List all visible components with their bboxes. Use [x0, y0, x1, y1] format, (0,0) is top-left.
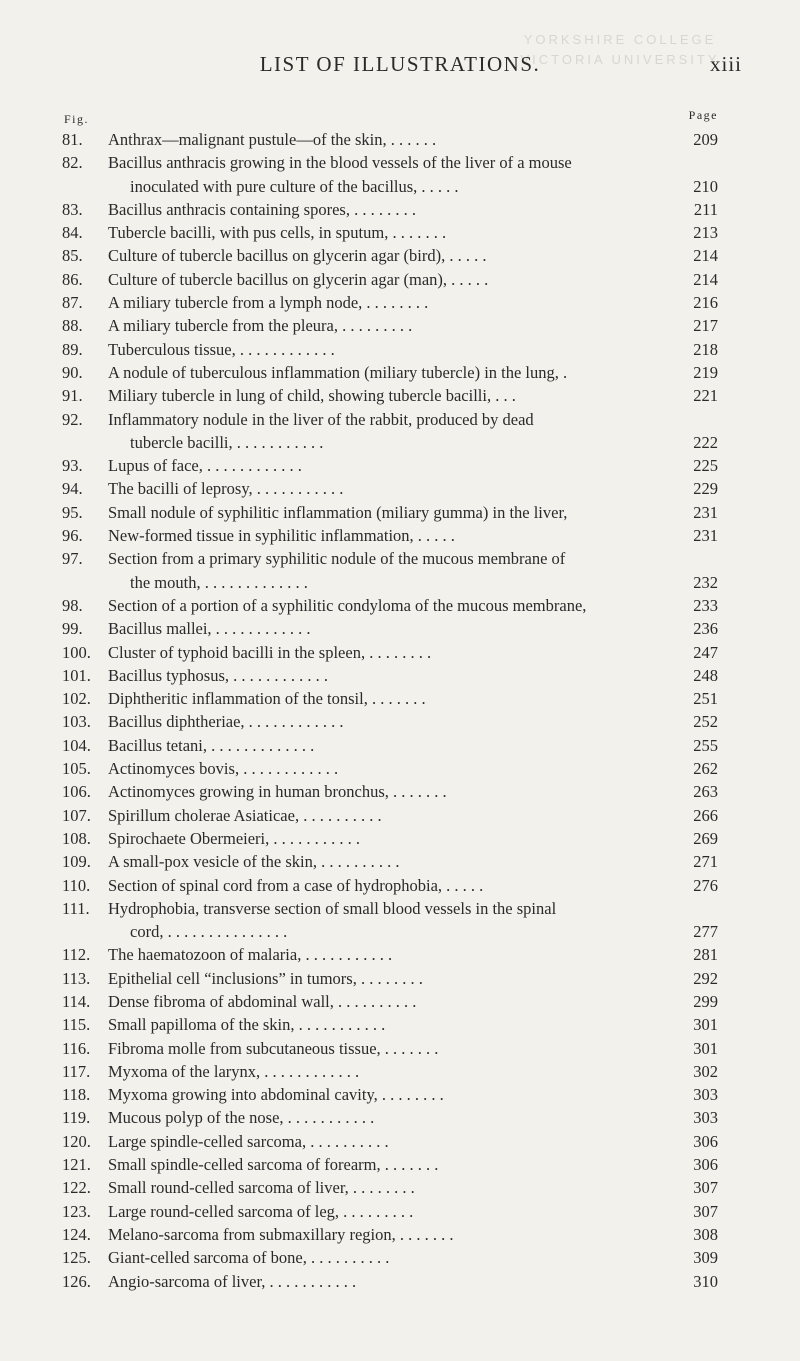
page-reference: 301 — [693, 1015, 718, 1035]
figure-number: 90. — [62, 362, 83, 382]
list-item — [0, 454, 800, 477]
page-reference: 233 — [693, 595, 718, 615]
list-item — [0, 804, 800, 827]
figure-number: 123. — [62, 1201, 91, 1221]
page-reference: 310 — [693, 1271, 718, 1291]
figure-number: 95. — [62, 502, 83, 522]
list-item — [0, 1153, 800, 1176]
list-item — [0, 780, 800, 803]
figure-caption: tubercle bacilli, . . . . . . . . . . . — [130, 432, 324, 452]
list-item — [0, 1013, 800, 1036]
figure-number: 110. — [62, 875, 91, 895]
list-item — [0, 687, 800, 710]
list-item — [0, 641, 800, 664]
figure-number: 107. — [62, 805, 91, 825]
page-reference: 269 — [693, 828, 718, 848]
figure-caption: New-formed tissue in syphilitic inflammation, . . . . . — [108, 526, 455, 546]
figure-number: 91. — [62, 386, 83, 406]
figure-caption: Bacillus anthracis containing spores, . . . . . . . . — [108, 199, 416, 219]
page-reference: 248 — [693, 665, 718, 685]
page-reference: 271 — [693, 852, 718, 872]
list-item — [0, 1270, 800, 1293]
list-item — [0, 990, 800, 1013]
list-item — [0, 268, 800, 291]
list-item — [0, 874, 800, 897]
page-reference: 222 — [693, 432, 718, 452]
list-item — [0, 547, 800, 570]
figure-number: 81. — [62, 130, 83, 149]
page-reference: 276 — [693, 875, 718, 895]
list-item — [0, 710, 800, 733]
figure-number: 104. — [62, 735, 91, 755]
page-reference: 213 — [693, 223, 718, 243]
list-item — [0, 1176, 800, 1199]
list-item — [0, 314, 800, 337]
page-reference: 301 — [693, 1038, 718, 1058]
list-item — [0, 128, 800, 151]
figure-number: 84. — [62, 223, 83, 243]
figure-caption: Cluster of typhoid bacilli in the spleen, . . . . . . . . — [108, 642, 432, 662]
list-item — [0, 897, 800, 920]
figure-number: 122. — [62, 1178, 91, 1198]
figure-caption: Small spindle-celled sarcoma of forearm, . . . . . . . — [108, 1155, 439, 1175]
page-reference: 210 — [693, 176, 718, 196]
page-reference: 211 — [693, 199, 718, 219]
figure-caption: Small nodule of syphilitic inflammation (miliary gumma) in the liver, — [108, 502, 568, 522]
figure-caption: Dense fibroma of abdominal wall, . . . . . . . . . . — [108, 991, 417, 1011]
page-reference: 277 — [693, 922, 718, 942]
page-reference: 303 — [693, 1108, 718, 1128]
figure-number: 116. — [62, 1038, 91, 1058]
page-reference: 302 — [693, 1061, 718, 1081]
list-item — [0, 1200, 800, 1223]
figure-caption: Culture of tubercle bacillus on glycerin agar (man), . . . . . — [108, 269, 489, 289]
figure-number: 106. — [62, 782, 91, 802]
list-item — [0, 1083, 800, 1106]
list-item — [0, 361, 800, 384]
figure-number: 93. — [62, 456, 83, 476]
figure-caption: Myxoma of the larynx, . . . . . . . . . . . . — [108, 1061, 360, 1081]
figure-number: 117. — [62, 1061, 91, 1081]
page-title: LIST OF ILLUSTRATIONS. — [259, 52, 541, 76]
list-item — [0, 1223, 800, 1246]
list-item — [0, 827, 800, 850]
list-item — [0, 524, 800, 547]
page-reference: 252 — [693, 712, 718, 732]
figure-number: 118. — [62, 1085, 91, 1105]
page-reference: 229 — [693, 479, 718, 499]
list-item — [0, 1130, 800, 1153]
page-reference: 306 — [693, 1155, 718, 1175]
figure-number: 125. — [62, 1248, 91, 1268]
list-item — [0, 431, 800, 454]
figure-number: 92. — [62, 409, 83, 429]
figure-number: 97. — [62, 549, 83, 569]
figure-caption: Large round-celled sarcoma of leg, . . . . . . . . . — [108, 1201, 414, 1221]
figure-caption: Spirillum cholerae Asiaticae, . . . . . . . . . . — [108, 805, 382, 825]
list-item — [0, 734, 800, 757]
page-reference: 216 — [693, 293, 718, 313]
stamp-line-2: VICTORIA UNIVERSITY — [520, 52, 720, 67]
page-reference: 231 — [693, 502, 718, 522]
list-item — [0, 850, 800, 873]
column-headers — [0, 108, 800, 124]
page-reference: 309 — [693, 1248, 718, 1268]
figure-caption: Small papilloma of the skin, . . . . . . . . . . . — [108, 1015, 386, 1035]
list-item — [0, 1106, 800, 1129]
list-item — [0, 943, 800, 966]
figure-caption: Section of a portion of a syphilitic condyloma of the mucous membrane, — [108, 595, 587, 615]
list-item — [0, 198, 800, 221]
page-reference: 303 — [693, 1085, 718, 1105]
page-reference: 266 — [693, 805, 718, 825]
figure-number: 85. — [62, 246, 83, 266]
page-reference: 281 — [693, 945, 718, 965]
figure-caption: Tubercle bacilli, with pus cells, in sputum, . . . . . . . — [108, 223, 447, 243]
figure-number: 99. — [62, 619, 83, 639]
list-item — [0, 175, 800, 198]
page-reference: 263 — [693, 782, 718, 802]
page-column-header: Page — [688, 108, 718, 122]
list-item — [0, 1246, 800, 1269]
figure-caption: Fibroma molle from subcutaneous tissue, . . . . . . . — [108, 1038, 439, 1058]
list-item — [0, 151, 800, 174]
stamp-line-1: YORKSHIRE COLLEGE — [523, 32, 717, 47]
list-item — [0, 1060, 800, 1083]
page-reference: 231 — [693, 526, 718, 546]
figure-caption: A small-pox vesicle of the skin, . . . . . . . . . . — [108, 852, 400, 872]
figure-number: 83. — [62, 199, 83, 219]
running-header — [0, 52, 800, 82]
figure-caption: Actinomyces bovis, . . . . . . . . . . . . — [108, 759, 339, 779]
figure-number: 113. — [62, 968, 91, 988]
figure-caption: Mucous polyp of the nose, . . . . . . . . . . . — [108, 1108, 375, 1128]
page-reference: 214 — [693, 246, 718, 266]
figure-number: 114. — [62, 991, 91, 1011]
page-reference: 247 — [693, 642, 718, 662]
figure-caption: Bacillus diphtheriae, . . . . . . . . . . . . — [108, 712, 344, 732]
figure-caption: inoculated with pure culture of the bacillus, . . . . . — [130, 176, 459, 196]
page-reference: 251 — [693, 689, 718, 709]
page-reference: 236 — [693, 619, 718, 639]
page-reference: 217 — [693, 316, 718, 336]
list-item — [0, 571, 800, 594]
figure-caption: A miliary tubercle from a lymph node, . . . . . . . . — [108, 293, 429, 313]
figure-caption: A miliary tubercle from the pleura, . . . . . . . . . — [108, 316, 413, 336]
page-reference: 219 — [693, 362, 718, 382]
figure-number: 112. — [62, 945, 91, 965]
list-item — [0, 1037, 800, 1060]
list-item — [0, 967, 800, 990]
list-item — [0, 221, 800, 244]
page-reference: 307 — [693, 1178, 718, 1198]
page-reference: 292 — [693, 968, 718, 988]
figure-caption: Bacillus typhosus, . . . . . . . . . . . . — [108, 665, 329, 685]
figure-number: 87. — [62, 293, 83, 313]
figure-caption: Bacillus tetani, . . . . . . . . . . . . . — [108, 735, 315, 755]
figure-number: 126. — [62, 1271, 91, 1291]
page-reference: 221 — [693, 386, 718, 406]
figure-caption: Actinomyces growing in human bronchus, . . . . . . . — [108, 782, 447, 802]
page-reference: 232 — [693, 572, 718, 592]
figure-caption: Angio-sarcoma of liver, . . . . . . . . . . . — [108, 1271, 357, 1291]
page-reference: 218 — [693, 339, 718, 359]
list-item — [0, 594, 800, 617]
list-item — [0, 244, 800, 267]
figure-caption: Myxoma growing into abdominal cavity, . . . . . . . . — [108, 1085, 444, 1105]
figure-caption: Epithelial cell “inclusions” in tumors, . . . . . . . . — [108, 968, 423, 988]
page-reference: 306 — [693, 1131, 718, 1151]
figure-caption: Inflammatory nodule in the liver of the rabbit, produced by dead — [108, 409, 534, 429]
figure-number: 102. — [62, 689, 91, 709]
figure-number: 119. — [62, 1108, 91, 1128]
figure-caption: Lupus of face, . . . . . . . . . . . . — [108, 456, 302, 476]
list-item — [0, 920, 800, 943]
figure-number: 82. — [62, 153, 83, 173]
figure-caption: Tuberculous tissue, . . . . . . . . . . . . — [108, 339, 335, 359]
figure-number: 121. — [62, 1155, 91, 1175]
page-reference: 299 — [693, 991, 718, 1011]
list-item — [0, 501, 800, 524]
figure-caption: the mouth, . . . . . . . . . . . . . — [130, 572, 308, 592]
figure-caption: Bacillus anthracis growing in the blood vessels of the liver of a mouse — [108, 153, 572, 173]
figure-number: 89. — [62, 339, 83, 359]
fig-column-header: Fig. — [64, 112, 90, 126]
figure-caption: Miliary tubercle in lung of child, showing tubercle bacilli, . . . — [108, 386, 516, 406]
figure-caption: Melano-sarcoma from submaxillary region, . . . . . . . — [108, 1224, 454, 1244]
figure-number: 120. — [62, 1131, 91, 1151]
list-item — [0, 617, 800, 640]
figure-number: 94. — [62, 479, 83, 499]
figure-caption: Section from a primary syphilitic nodule of the mucous membrane of — [108, 549, 566, 569]
list-item — [0, 408, 800, 431]
figure-caption: A nodule of tuberculous inflammation (miliary tubercle) in the lung, . — [108, 362, 568, 382]
figure-caption: Anthrax—malignant pustule—of the skin, . . . . . . — [108, 130, 437, 149]
figure-caption: Spirochaete Obermeieri, . . . . . . . . . . . — [108, 828, 361, 848]
figure-caption: Section of spinal cord from a case of hydrophobia, . . . . . — [108, 875, 484, 895]
figure-caption: Giant-celled sarcoma of bone, . . . . . . . . . . — [108, 1248, 390, 1268]
page-reference: 307 — [693, 1201, 718, 1221]
list-item — [0, 338, 800, 361]
figure-caption: Diphtheritic inflammation of the tonsil, . . . . . . . — [108, 689, 426, 709]
figure-number: 98. — [62, 595, 83, 615]
page-reference: 262 — [693, 759, 718, 779]
figure-number: 96. — [62, 526, 83, 546]
figure-number: 124. — [62, 1224, 91, 1244]
list-item — [0, 477, 800, 500]
page-number-roman: xiii — [709, 52, 742, 76]
figure-number: 111. — [62, 898, 90, 918]
figure-caption: Culture of tubercle bacillus on glycerin agar (bird), . . . . . — [108, 246, 487, 266]
list-item — [0, 664, 800, 687]
page-reference: 214 — [693, 269, 718, 289]
figure-number: 105. — [62, 759, 91, 779]
page-reference: 225 — [693, 456, 718, 476]
figure-number: 108. — [62, 828, 91, 848]
page-reference: 255 — [693, 735, 718, 755]
figure-number: 101. — [62, 665, 91, 685]
figure-caption: cord, . . . . . . . . . . . . . . . — [130, 922, 288, 942]
list-item — [0, 757, 800, 780]
figure-caption: The haematozoon of malaria, . . . . . . . . . . . — [108, 945, 393, 965]
figure-caption: Large spindle-celled sarcoma, . . . . . . . . . . — [108, 1131, 389, 1151]
figure-number: 115. — [62, 1015, 91, 1035]
list-item — [0, 384, 800, 407]
figure-caption: Bacillus mallei, . . . . . . . . . . . . — [108, 619, 311, 639]
figure-caption: The bacilli of leprosy, . . . . . . . . . . . — [108, 479, 344, 499]
figure-number: 86. — [62, 269, 83, 289]
figure-caption: Hydrophobia, transverse section of small blood vessels in the spinal — [108, 898, 557, 918]
illustration-list — [0, 128, 800, 1293]
figure-number: 103. — [62, 712, 91, 732]
list-item — [0, 291, 800, 314]
page-reference: 308 — [693, 1224, 718, 1244]
figure-number: 109. — [62, 852, 91, 872]
figure-number: 88. — [62, 316, 83, 336]
page-reference: 209 — [693, 130, 718, 149]
figure-number: 100. — [62, 642, 91, 662]
figure-caption: Small round-celled sarcoma of liver, . . . . . . . . — [108, 1178, 415, 1198]
